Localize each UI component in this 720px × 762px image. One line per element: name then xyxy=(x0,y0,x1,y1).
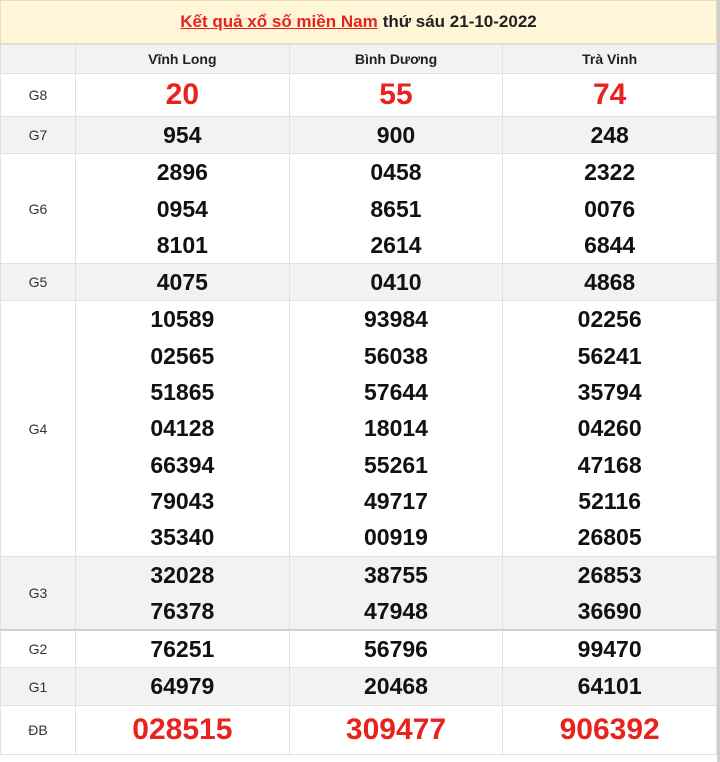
prize-value: 8651 xyxy=(370,195,422,222)
prize-value: 79043 xyxy=(150,487,215,514)
prize-value: 0076 xyxy=(584,195,636,222)
prize-value: 20468 xyxy=(289,668,503,705)
prize-value: 55 xyxy=(289,74,503,117)
prize-row-special xyxy=(1,705,717,754)
prize-row-g6 xyxy=(1,154,717,264)
prize-value: 04128 xyxy=(150,415,215,442)
prize-value: 18014 xyxy=(364,415,428,442)
prize-value: 47168 xyxy=(577,451,642,478)
province-header-2: Bình Dương xyxy=(289,45,503,74)
header-row xyxy=(1,45,717,74)
prize-cell xyxy=(289,301,503,556)
results-table xyxy=(0,44,717,755)
prize-label-g4: G4 xyxy=(1,301,76,556)
prize-label-g2: G2 xyxy=(1,630,76,668)
prize-row-g1 xyxy=(1,668,717,705)
prize-row-g5 xyxy=(1,264,717,301)
prize-value: 6844 xyxy=(584,231,636,258)
prize-cell xyxy=(76,556,290,630)
prize-value: 2322 xyxy=(584,159,636,186)
header-empty xyxy=(1,45,76,74)
prize-value: 0954 xyxy=(156,195,208,222)
prize-value: 8101 xyxy=(156,231,208,258)
prize-value: 35794 xyxy=(577,379,642,406)
prize-value: 74 xyxy=(503,74,717,117)
prize-cell xyxy=(503,301,717,556)
prize-row-g7 xyxy=(1,117,717,154)
prize-value: 38755 xyxy=(364,561,428,588)
prize-value: 4075 xyxy=(76,264,290,301)
prize-value: 02256 xyxy=(577,306,642,333)
prize-row-g4 xyxy=(1,301,717,556)
prize-value: 20 xyxy=(76,74,290,117)
results-title-link[interactable]: Kết quả xổ số miền Nam xyxy=(180,12,378,31)
prize-value: 52116 xyxy=(578,487,641,514)
prize-cell xyxy=(503,556,717,630)
prize-value: 26853 xyxy=(577,561,642,588)
prize-value: 32028 xyxy=(150,561,215,588)
prize-value: 26805 xyxy=(577,524,642,551)
prize-value: 2614 xyxy=(370,231,422,258)
prize-value: 35340 xyxy=(150,524,215,551)
prize-value: 309477 xyxy=(289,705,503,754)
prize-label-g3: G3 xyxy=(1,556,76,630)
prize-value: 93984 xyxy=(364,306,428,333)
prize-value: 10589 xyxy=(150,306,215,333)
prize-value: 56241 xyxy=(577,342,642,369)
prize-value: 02565 xyxy=(150,342,215,369)
prize-value: 04260 xyxy=(577,415,642,442)
prize-cell xyxy=(289,154,503,264)
prize-value: 64979 xyxy=(76,668,290,705)
prize-value: 55261 xyxy=(364,451,428,478)
prize-value: 900 xyxy=(289,117,503,154)
prize-value: 0458 xyxy=(370,159,422,186)
prize-cell xyxy=(76,301,290,556)
prize-label-special: ĐB xyxy=(1,705,76,754)
prize-value: 248 xyxy=(503,117,717,154)
prize-value: 51865 xyxy=(150,379,215,406)
prize-cell xyxy=(289,556,503,630)
prize-value: 4868 xyxy=(503,264,717,301)
prize-label-g8: G8 xyxy=(1,74,76,117)
prize-value: 49717 xyxy=(364,487,428,514)
prize-value: 906392 xyxy=(503,705,717,754)
prize-label-g7: G7 xyxy=(1,117,76,154)
prize-value: 66394 xyxy=(150,451,215,478)
prize-row-g8 xyxy=(1,74,717,117)
prize-value: 028515 xyxy=(76,705,290,754)
prize-label-g6: G6 xyxy=(1,154,76,264)
province-header-1: Vĩnh Long xyxy=(76,45,290,74)
prize-value: 36690 xyxy=(577,597,642,624)
prize-label-g1: G1 xyxy=(1,668,76,705)
prize-value: 00919 xyxy=(364,524,428,551)
prize-value: 47948 xyxy=(364,597,428,624)
prize-value: 56038 xyxy=(364,342,428,369)
prize-value: 0410 xyxy=(289,264,503,301)
prize-value: 64101 xyxy=(503,668,717,705)
prize-cell xyxy=(76,154,290,264)
prize-cell xyxy=(503,154,717,264)
prize-row-g2 xyxy=(1,630,717,668)
prize-value: 76251 xyxy=(76,630,290,668)
prize-value: 57644 xyxy=(364,379,428,406)
prize-value: 954 xyxy=(76,117,290,154)
prize-value: 56796 xyxy=(289,630,503,668)
prize-value: 76378 xyxy=(150,597,215,624)
province-header-3: Trà Vinh xyxy=(503,45,717,74)
results-title xyxy=(0,0,717,44)
results-title-date: thứ sáu 21-10-2022 xyxy=(382,12,537,31)
prize-value: 2896 xyxy=(156,159,208,186)
prize-row-g3 xyxy=(1,556,717,630)
prize-label-g5: G5 xyxy=(1,264,76,301)
prize-value: 99470 xyxy=(503,630,717,668)
